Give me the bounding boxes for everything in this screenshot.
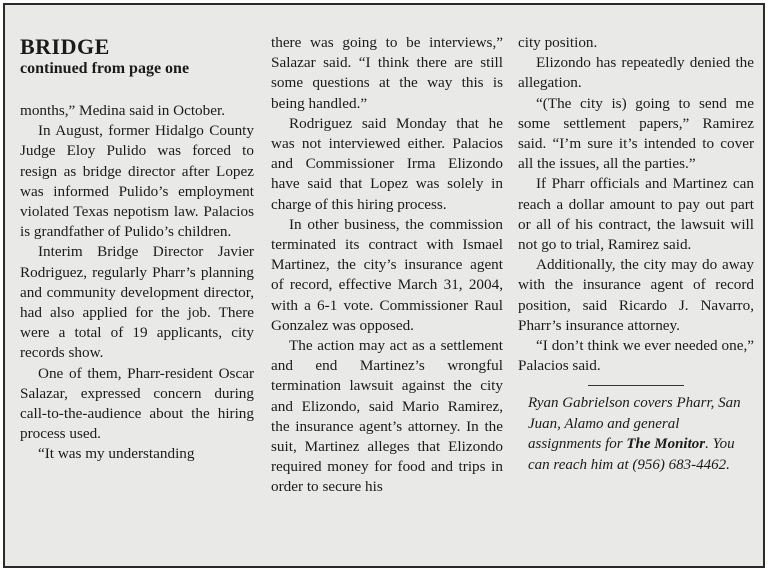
newspaper-clipping	[3, 3, 765, 568]
paragraph: “(The city is) going to send me some settlement papers,” Ramirez said. “I’m sure it’s intended to cover all the issues, all the parties.”	[518, 94, 754, 173]
paragraph: months,” Medina said in October.	[20, 102, 225, 119]
bio-contact: . You can reach him at (956) 683-4462.	[528, 436, 735, 473]
column-3	[518, 33, 754, 475]
paragraph: Rodriguez said Monday that he was not interviewed either. Palacios and Commissioner Irma Elizondo have said that Lopez was solely in charge of this hiring process.	[271, 114, 503, 213]
paragraph: Additionally, the city may do away with the insurance agent of record position, said Ricardo J. Navarro, Pharr’s insurance attorney.	[518, 256, 754, 334]
author-bio	[518, 393, 754, 475]
paragraph: In other business, the commission terminated its contract with Ismael Martinez, the city’s insurance agent of record, effective March 31, 2004, with a 6-1 vote. Commissioner Raul Gonzalez was opposed.	[271, 215, 503, 334]
bio-text: Ryan Gabrielson covers Pharr, San Juan, Alamo and general assignments for	[528, 395, 741, 453]
paragraph: In August, former Hidalgo County Judge Eloy Pulido was forced to resign as bridge director after Lopez was informed Pulido’s employment violated Texas nepotism law. Palacios is grandfather of Pulido’s children.	[20, 122, 254, 241]
paragraph: The action may act as a settlement and end Martinez’s wrongful termination lawsuit against the city and Elizondo, said Mario Ramirez, the insurance agent’s attorney. In the suit, Martinez alleges that Elizondo required money for food and trips in order to secure his	[271, 337, 503, 496]
paragraph: If Pharr officials and Martinez can reach a dollar amount to pay out part or all of his contract, the lawsuit will not go to trial, Ramirez said.	[518, 175, 754, 254]
paragraph: Interim Bridge Director Javier Rodriguez, regularly Pharr’s planning and community development director, had also applied for the job. There were a total of 19 applicants, city records show.	[20, 243, 254, 362]
paragraph: Elizondo has repeatedly denied the allegation.	[518, 54, 754, 92]
headline: BRIDGE	[20, 34, 110, 59]
paragraph: city position.	[518, 34, 598, 51]
continued-line: continued from page one	[20, 60, 190, 77]
column-1	[20, 35, 254, 465]
newspaper-name: The Monitor	[626, 436, 706, 453]
paragraph: “I don’t think we ever needed one,” Palacios said.	[518, 337, 754, 375]
paragraph: “It was my understanding	[38, 445, 195, 463]
divider-rule	[588, 385, 684, 386]
paragraph: there was going to be interviews,” Salazar said. “I think there are still some questions at the way this is being handled.”	[271, 34, 503, 112]
paragraph: One of them, Pharr-resident Oscar Salazar, expressed concern during call-to-the-audience about the hiring process used.	[20, 364, 254, 443]
column-2	[271, 33, 503, 498]
